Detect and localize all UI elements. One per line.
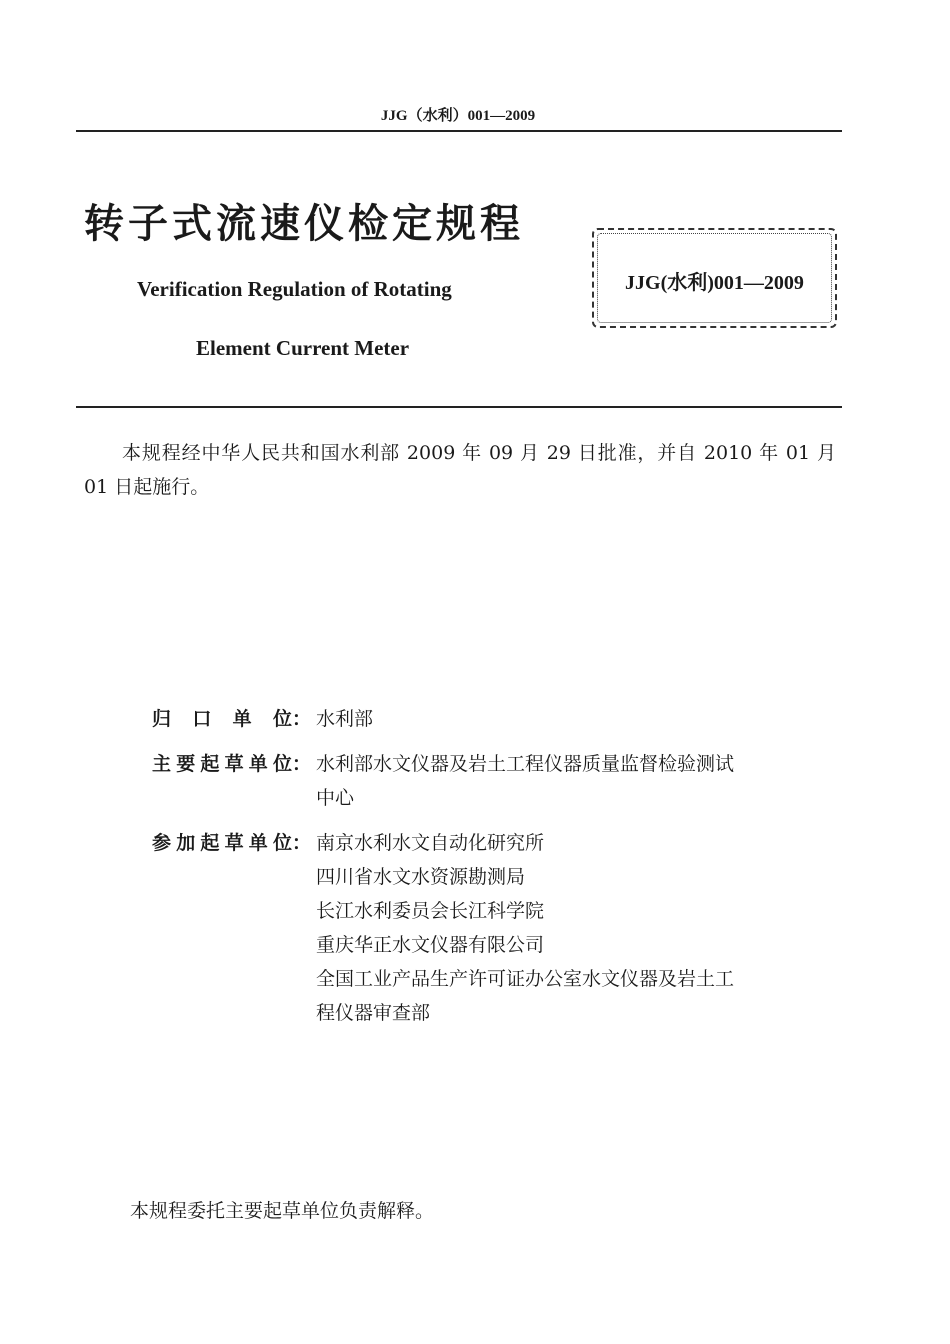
main-drafting-unit-label: 主要起草单位： — [152, 753, 312, 775]
participating-unit-line: 全国工业产品生产许可证办公室水文仪器及岩土工 — [316, 968, 735, 990]
top-divider — [76, 130, 842, 132]
participating-unit-line: 程仪器审查部 — [316, 1002, 431, 1024]
participating-unit-line: 重庆华正水文仪器有限公司 — [316, 934, 545, 956]
middle-divider — [76, 406, 842, 408]
english-title-line-2: Element Current Meter — [196, 336, 410, 360]
header-standard-code: JJG（水利）001—2009 — [380, 108, 536, 124]
standard-code-box — [592, 228, 837, 328]
main-drafting-unit-line: 水利部水文仪器及岩土工程仪器质量监督检验测试 — [316, 753, 735, 775]
main-drafting-unit-line: 中心 — [316, 787, 355, 809]
competent-unit-label: 归口单位： — [152, 708, 312, 730]
participating-unit-line: 长江水利委员会长江科学院 — [316, 900, 545, 922]
standard-code-box-text: JJG(水利)001—2009 — [625, 272, 804, 294]
page-title: 转子式流速仪检定规程 — [84, 201, 524, 247]
main-drafting-unit-value — [316, 747, 836, 815]
participating-unit-line: 南京水利水文自动化研究所 — [316, 832, 545, 854]
participating-unit-line: 四川省水文水资源勘测局 — [316, 866, 526, 888]
participating-units-list — [316, 826, 836, 1030]
competent-unit-value: 水利部 — [316, 708, 374, 730]
english-title-line-1: Verification Regulation of Rotating — [137, 277, 452, 301]
participating-units-label: 参加起草单位： — [152, 832, 312, 854]
interpretation-note: 本规程委托主要起草单位负责解释。 — [130, 1200, 435, 1222]
approval-paragraph: 本规程经中华人民共和国水利部 2009 年 09 月 29 日批准，并自 2010 年 01 月 01 日起施行。 — [84, 442, 836, 498]
